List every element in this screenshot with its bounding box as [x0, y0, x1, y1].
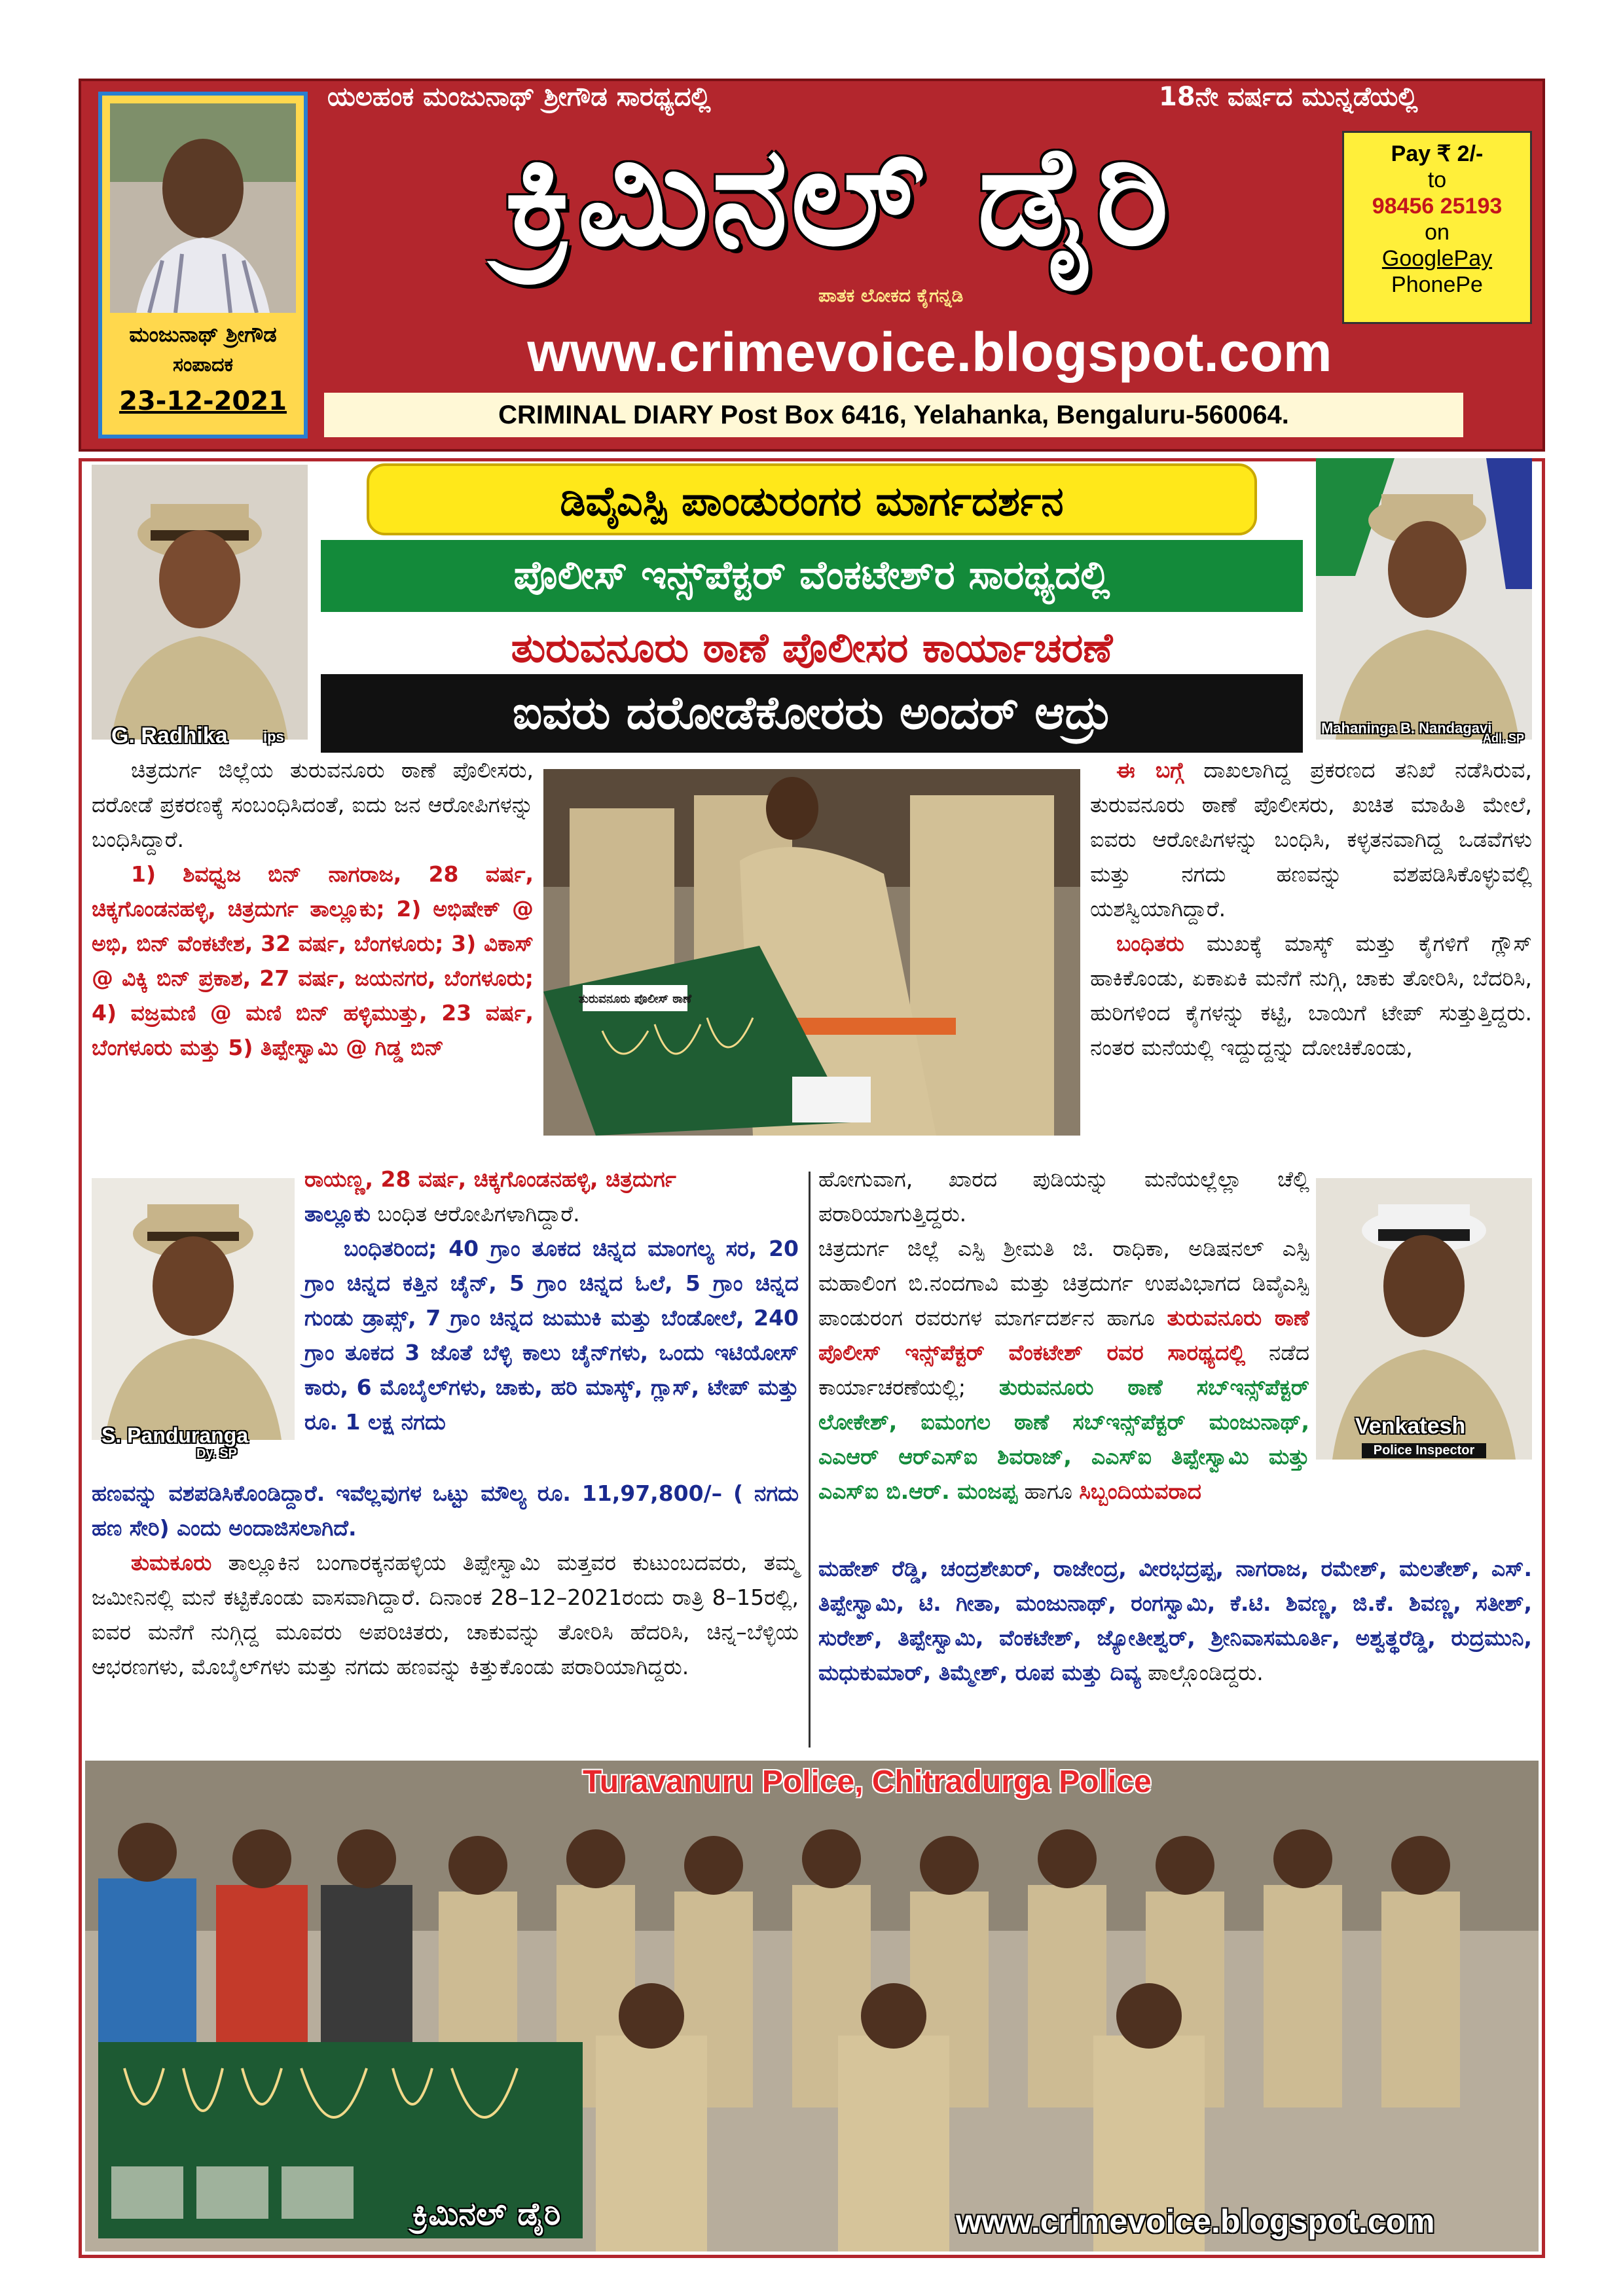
panduranga-caption: S. Panduranga — [101, 1424, 249, 1447]
venkatesh-title: Police Inspector — [1362, 1443, 1486, 1458]
staff-names — [818, 1551, 1532, 1690]
headline-operation: ತುರುವನೂರು ಠಾಣೆ ಪೊಲೀಸರ ಕಾರ್ಯಾಚರಣೆ — [511, 624, 1113, 672]
panduranga-portrait-image — [92, 1178, 295, 1440]
seized-items: ಬಂಧಿತರಿಂದ; 40 ಗ್ರಾಂ ತೂಕದ ಚಿನ್ನದ ಮಾಂಗಲ್ಯ ಸರ, 20 ಗ್ರಾಂ ಚಿನ್ನದ ಕತ್ತಿನ ಚೈನ್, 5 ಗ್ರಾಂ ಚಿನ್ನದ ಓಲೆ, 5 ಗ್ರಾಂ ಚಿನ್ನದ ಗುಂಡು ಡ್ರಾಪ್ಸ್, 7 ಗ್ರಾಂ ಚಿನ್ನದ ಜುಮುಕಿ ಮತ್ತು ಬೆಂಡೋಲೆ, 240 ಗ್ರಾಂ ತೂಕದ 3 ಜೊತೆ ಬೆಳ್ಳಿ ಕಾಲು ಚೈನ್‌ಗಳು, ಒಂದು ಇಟಿಯೋಸ್ ಕಾರು, 6 ಮೊಬೈಲ್‌ಗಳು, ಚಾಕು, ಹರಿ ಮಾಸ್ಕ್, ಗ್ಲಾಸ್, ಟೇಪ್ ಮತ್ತು ರೂ. 1 ಲಕ್ಷ ನಗದು — [304, 1236, 799, 1435]
staff-names-block — [818, 1551, 1532, 1690]
article-column-left-lower — [304, 1162, 799, 1439]
investigation-lead: ಈ ಬಗ್ಗೆ — [1116, 757, 1184, 783]
editor-name: ಮಂಜುನಾಥ್ ಶ್ರೀಗೌಡ — [129, 322, 277, 347]
officers-team: ತುರುವನೂರು ಠಾಣೆ ಸಬ್‌ಇನ್ಸ್‌ಪೆಕ್ಟರ್ ಲೋಕೇಶ್, ಐಮಂಗಲ ಠಾಣೆ ಸಬ್‌ಇನ್ಸ್‌ಪೆಕ್ಟರ್ ಮಂಜುನಾಥ್, ಎಎಆರ್ ಆರ್‌ಎಸ್‌ಐ ಶಿವರಾಜ್, ಎಎಸ್‌ಐ ತಿಪ್ಪೇಸ್ವಾಮಿ ಮತ್ತು ಎಎಸ್‌ಐ ಬಿ.ಆರ್. ಮಂಜಪ್ಪ — [818, 1374, 1309, 1504]
editor-role: ಸಂಪಾದಕ — [173, 353, 233, 376]
group-photo-website: www.crimevoice.blogspot.com — [956, 2203, 1435, 2240]
headline-main: ಐವರು ದರೋಡೆಕೋರರು ಅಂದರ್ ಆದ್ರು — [321, 674, 1303, 753]
panduranga-title: Dy. SP — [196, 1446, 237, 1461]
radhika-title: ips — [263, 728, 284, 745]
tagline-left: ಯಲಹಂಕ ಮಂಜುನಾಥ್ ಶ್ರೀಗೌಡ ಸಾರಥ್ಯದಲ್ಲಿ — [327, 82, 711, 112]
payment-box — [1342, 131, 1532, 324]
escape-text: ಹೋಗುವಾಗ, ಖಾರದ ಪುಡಿಯನ್ನು ಮನೆಯಲ್ಲೆಲ್ಲಾ ಚೆಲ್ಲಿ ಪರಾರಿಯಾಗುತ್ತಿದ್ದರು. — [818, 1166, 1309, 1227]
article-column-right-lower — [818, 1162, 1309, 1509]
incident-description — [92, 1545, 799, 1684]
group-photo — [85, 1761, 1539, 2251]
pay-googlepay: GooglePay — [1381, 246, 1493, 271]
accused-list-cont-red: ರಾಯಣ್ಣ, 28 ವರ್ಷ, ಚಿಕ್ಕಗೊಂಡನಹಳ್ಳಿ, ಚಿತ್ರದುರ್ಗ — [304, 1166, 676, 1192]
address-bar: CRIMINAL DIARY Post Box 6416, Yelahanka, Bengaluru-560064. — [324, 393, 1463, 437]
modus-lead: ಬಂಧಿತರು — [1116, 931, 1184, 956]
issue-date: 23-12-2021 — [119, 386, 287, 416]
accused-list-cont-tail: ಬಂಧಿತ ಆರೋಪಿಗಳಾಗಿದ್ದಾರೆ. — [370, 1201, 580, 1227]
nandagavi-photo — [1316, 458, 1532, 740]
group-photo-title: Turavanuru Police, Chitradurga Police — [583, 1765, 1152, 1799]
venkatesh-caption: Venkatesh — [1355, 1414, 1466, 1439]
accused-list-cont-blue: ತಾಲ್ಲೂಕು — [304, 1201, 371, 1227]
officers-paragraph — [818, 1231, 1309, 1509]
officers-tail: ನಡೆದ ಕಾರ್ಯಾಚರಣೆಯಲ್ಲಿ; — [818, 1340, 1310, 1400]
tagline-right: 18ನೇ ವರ್ಷದ ಮುನ್ನಡೆಯಲ್ಲಿ — [1159, 82, 1418, 112]
editor-portrait-image — [110, 103, 296, 313]
modus-operandi-paragraph — [1090, 926, 1532, 1065]
investigation-text: ದಾಖಲಾಗಿದ್ದ ಪ್ರಕರಣದ ತನಿಖೆ ನಡೆಸಿರುವ, ತುರುವನೂರು ಠಾಣೆ ಪೊಲೀಸರು, ಖಚಿತ ಮಾಹಿತಿ ಮೇಲೆ, ಐವರು ಆರೋಪಿಗಳನ್ನು ಬಂಧಿಸಿ, ಕಳ್ಳತನವಾಗಿದ್ದ ಒಡವೆಗಳು ಮತ್ತು ನಗದು ಹಣವನ್ನು ವಶಪಡಿಸಿಕೊಳ್ಳುವಲ್ಲಿ ಯಶಸ್ವಿಯಾಗಿದ್ದಾರೆ. — [1090, 757, 1532, 922]
investigation-paragraph — [1090, 753, 1532, 926]
seized-value: ಹಣವನ್ನು ವಶಪಡಿಸಿಕೊಂಡಿದ್ದಾರೆ. ಇವೆಲ್ಲವುಗಳ ಒಟ್ಟು ಮೌಲ್ಯ ರೂ. 11,97,800/– ( ನಗದು ಹಣ ಸೇರಿ) ಎಂದು ಅಂದಾಜಿಸಲಾಗಿದೆ. — [92, 1480, 799, 1541]
pay-on: on — [1425, 220, 1450, 245]
officers-mid: ಹಾಗೂ — [1017, 1479, 1080, 1504]
article-column-left — [92, 753, 534, 1065]
officers-guidance: ಚಿತ್ರದುರ್ಗ ಜಿಲ್ಲೆ ಎಸ್ಪಿ ಶ್ರೀಮತಿ ಜಿ. ರಾಧಿಕಾ, ಅಡಿಷನಲ್ ಎಸ್ಪಿ ಮಹಾಲಿಂಗ ಬಿ.ನಂದಗಾವಿ ಮತ್ತು ಚಿತ್ರದುರ್ಗ ಉಪವಿಭಾಗದ ಡಿವೈಎಸ್ಪಿ ಪಾಂಡುರಂಗ ರವರುಗಳ ಮಾರ್ಗದರ್ಶನ ಹಾಗೂ — [818, 1236, 1309, 1331]
pay-phone-number: 98456 25193 — [1372, 194, 1503, 219]
modus-text: ಮುಖಕ್ಕೆ ಮಾಸ್ಕ್ ಮತ್ತು ಕೈಗಳಿಗೆ ಗ್ಲೌಸ್ ಹಾಕಿಕೊಂಡು, ಏಕಾಏಕಿ ಮನೆಗೆ ನುಗ್ಗಿ, ಚಾಕು ತೋರಿಸಿ, ಬೆದರಿಸಿ, ಹುರಿಗಳಿಂದ ಕೈಗಳನ್ನು ಕಟ್ಟಿ, ಬಾಯಿಗೆ ಟೇಪ್ ಸುತ್ತುತ್ತಿದ್ದರು. ನಂತರ ಮನೆಯಲ್ಲಿ ಇದ್ದುದ್ದನ್ನು ದೋಚಿಕೊಂಡು, — [1090, 931, 1532, 1060]
accused-list: 1) ಶಿವಧ್ವಜ ಬಿನ್ ನಾಗರಾಜ, 28 ವರ್ಷ, ಚಿಕ್ಕಗೊಂಡನಹಳ್ಳಿ, ಚಿತ್ರದುರ್ಗ ತಾಲ್ಲೂಕು; 2) ಅಭಿಷೇಕ್ @ ಅಭಿ, ಬಿನ್ ವೆಂಕಟೇಶ, 32 ವರ್ಷ, ಬೆಂಗಳೂರು; 3) ವಿಕಾಸ್ @ ವಿಕ್ಕಿ ಬಿನ್ ಪ್ರಕಾಶ, 27 ವರ್ಷ, ಜಯನಗರ, ಬೆಂಗಳೂರು; 4) ವಜ್ರಮಣಿ @ ಮಣಿ ಬಿನ್ ಹಳ್ಳಿಮುತ್ತು, 23 ವರ್ಷ, ಬೆಂಗಳೂರು ಮತ್ತು 5) ತಿಪ್ಪೇಸ್ವಾಮಿ @ ಗಿಡ್ಡ ಬಿನ್ — [92, 861, 534, 1060]
website-url: www.crimevoice.blogspot.com — [527, 321, 1332, 383]
staff-lead: ಸಿಬ್ಬಂದಿಯವರಾದ — [1079, 1479, 1201, 1504]
staff-names-tail: ಪಾಲ್ಗೊಂಡಿದ್ದರು. — [1140, 1660, 1264, 1685]
radhika-portrait-image — [92, 465, 308, 740]
group-photo-logo: ಕ್ರಿಮಿನಲ್ ಡೈರಿ — [412, 2196, 561, 2233]
newspaper-subtitle: ಪಾತಕ ಲೋಕದ ಕೈಗನ್ನಡಿ — [818, 285, 964, 306]
seized-items-photo-image — [543, 769, 1080, 1136]
column-divider — [809, 1172, 811, 1748]
nandagavi-title: Adl. SP — [1483, 732, 1525, 745]
main-article-photo — [543, 769, 1080, 1136]
editor-photo — [110, 103, 296, 313]
evidence-board-label: ತುರುವನೂರು ಪೊಲೀಸ್ ಠಾಣೆ — [578, 992, 692, 1006]
headline-guidance: ಡಿವೈಎಸ್ಪಿ ಪಾಂಡುರಂಗರ ಮಾರ್ಗದರ್ಶನ — [367, 463, 1257, 535]
pay-phonepe: PhonePe — [1391, 272, 1483, 297]
article-column-right — [1090, 753, 1532, 1065]
police-team-photo-image — [85, 1761, 1539, 2251]
radhika-photo — [92, 465, 308, 740]
accused-list-continued — [304, 1162, 799, 1231]
radhika-caption: G. Radhika — [111, 723, 228, 748]
incident-place: ತುಮಕೂರು — [131, 1550, 212, 1575]
pay-amount: Pay ₹ 2/- — [1391, 141, 1484, 166]
incident-text: ತಾಲ್ಲೂಕಿನ ಬಂಗಾರಕ್ಕನಹಳ್ಳಿಯ ತಿಪ್ಪೇಸ್ವಾಮಿ ಮತ್ತವರ ಕುಟುಂಬದವರು, ತಮ್ಮ ಜಮೀನಿನಲ್ಲಿ ಮನೆ ಕಟ್ಟಿಕೊಂಡು ವಾಸವಾಗಿದ್ದಾರೆ. ದಿನಾಂಕ 28–12–2021ರಂದು ರಾತ್ರಿ 8–15ರಲ್ಲಿ, ಐವರ ಮನೆಗೆ ನುಗ್ಗಿದ್ದ ಮೂವರು ಅಪರಿಚಿತರು, ಚಾಕುವನ್ನು ತೋರಿಸಿ ಹೆದರಿಸಿ, ಚಿನ್ನ–ಬೆಳ್ಳಿಯ ಆಭರಣಗಳು, ಮೊಬೈಲ್‌ಗಳು ಮತ್ತು ನಗದು ಹಣವನ್ನು ಕಿತ್ತುಕೊಂಡು ಪರಾರಿಯಾಗಿದ್ದರು. — [92, 1550, 799, 1679]
pay-to: to — [1427, 168, 1447, 192]
newspaper-title: ಕ್ರಿಮಿನಲ್ ಡೈರಿ — [504, 115, 1172, 276]
article-column-left-wide — [92, 1476, 799, 1684]
headline-leadership: ಪೊಲೀಸ್ ಇನ್ಸ್‌ಪೆಕ್ಟರ್ ವೆಂಕಟೇಶ್‌ರ ಸಾರಥ್ಯದಲ್ಲಿ — [321, 540, 1303, 612]
staff-name-list: ಮಹೇಶ್ ರೆಡ್ಡಿ, ಚಂದ್ರಶೇಖರ್, ರಾಜೇಂದ್ರ, ವೀರಭದ್ರಪ್ಪ, ನಾಗರಾಜ, ರಮೇಶ್, ಮಲತೇಶ್, ಎಸ್. ತಿಪ್ಪೇಸ್ವಾಮಿ, ಟಿ. ಗೀತಾ, ಮಂಜುನಾಥ್, ರಂಗಸ್ವಾಮಿ, ಕೆ.ಟಿ. ಶಿವಣ್ಣ, ಜಿ.ಕೆ. ಶಿವಣ್ಣ, ಸತೀಶ್, ಸುರೇಶ್, ತಿಪ್ಪೇಸ್ವಾಮಿ, ವೆಂಕಟೇಶ್, ಜ್ಯೋತೀಶ್ವರ್, ಶ್ರೀನಿವಾಸಮೂರ್ತಿ, ಅಶ್ವತ್ಥರೆಡ್ಡಿ, ರುದ್ರಮುನಿ, ಮಧುಕುಮಾರ್, ತಿಮ್ಮೇಶ್, ರೂಪ ಮತ್ತು ದಿವ್ಯ — [818, 1556, 1532, 1685]
article-intro: ಚಿತ್ರದುರ್ಗ ಜಿಲ್ಲೆಯ ತುರುವನೂರು ಠಾಣೆ ಪೊಲೀಸರು, ದರೋಡೆ ಪ್ರಕರಣಕ್ಕೆ ಸಂಬಂಧಿಸಿದಂತೆ, ಐದು ಜನ ಆರೋಪಿಗಳನ್ನು ಬಂಧಿಸಿದ್ದಾರೆ. — [92, 757, 534, 852]
nandagavi-caption: Mahaninga B. Nandagavi — [1321, 720, 1492, 736]
nandagavi-portrait-image — [1316, 458, 1532, 740]
panduranga-photo — [92, 1178, 295, 1440]
officers-lead: ತುರುವನೂರು ಠಾಣೆ ಪೊಲೀಸ್ ಇನ್ಸ್‌ಪೆಕ್ಟರ್ ವೆಂಕಟೇಶ್ ರವರ ಸಾರಥ್ಯದಲ್ಲಿ — [818, 1305, 1309, 1365]
